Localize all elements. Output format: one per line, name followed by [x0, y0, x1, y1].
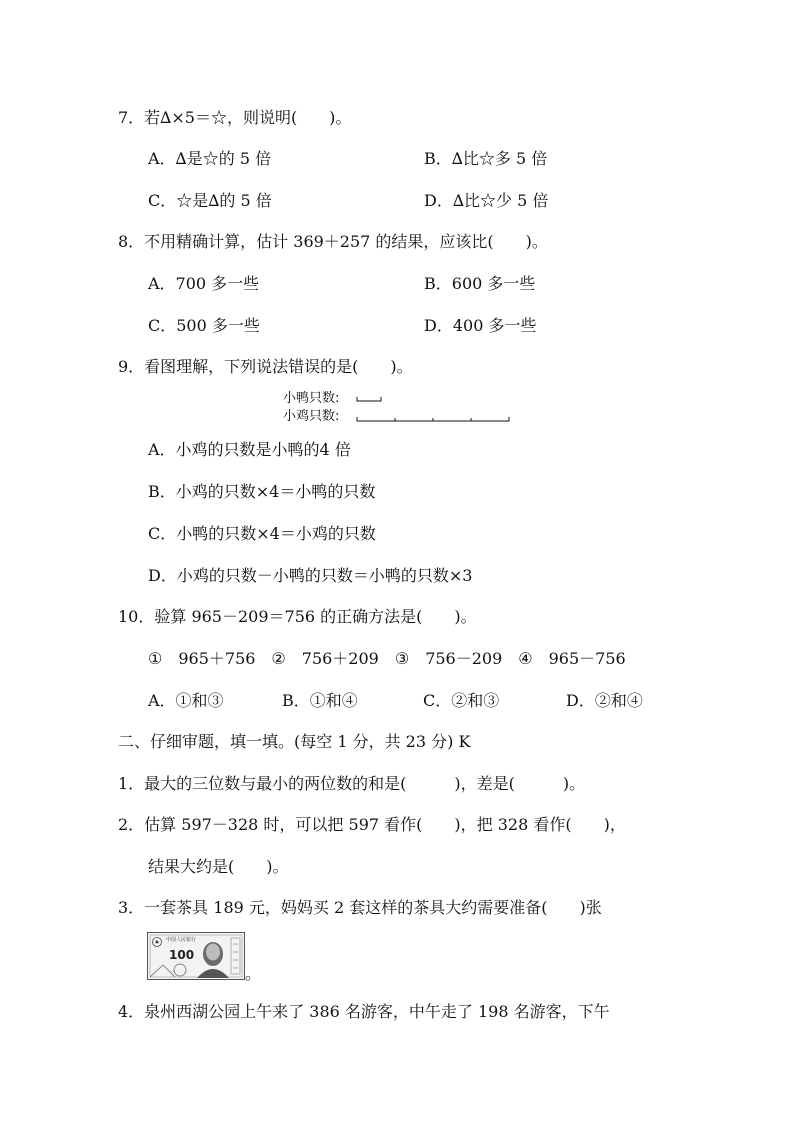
duck-segment — [357, 397, 381, 401]
segment-diagram — [283, 388, 523, 428]
q9-option-c: C．小鸭的只数×4＝小鸡的只数 — [148, 524, 376, 543]
q9-option-d: D．小鸡的只数－小鸭的只数＝小鸭的只数×3 — [148, 566, 473, 585]
q9-option-b: B．小鸡的只数×4＝小鸭的只数 — [148, 482, 376, 501]
s2-q3-line1: 3．一套茶具 189 元，妈妈买 2 套这样的茶具大约需要准备( )张 — [118, 898, 602, 917]
q10-stem: 10．验算 965－209＝756 的正确方法是( )。 — [118, 607, 477, 626]
q10-option-d: D．②和④ — [566, 691, 643, 710]
q10-option-c: C．②和③ — [423, 691, 500, 710]
q8-option-c: C．500 多一些 — [148, 316, 260, 335]
q9-stem: 9．看图理解，下列说法错误的是( )。 — [118, 357, 413, 376]
q7-option-d: D．∆比☆少 5 倍 — [424, 191, 549, 210]
q7-option-b: B．∆比☆多 5 倍 — [424, 149, 548, 168]
s2-q1: 1．最大的三位数与最小的两位数的和是( )，差是( )。 — [118, 774, 586, 793]
q10-option-a: A．①和③ — [148, 691, 224, 710]
q8-option-a: A．700 多一些 — [148, 274, 260, 293]
q7-stem: 7．若∆×5＝☆，则说明( )。 — [118, 108, 352, 127]
section2-title: 二、仔细审题，填一填。(每空 1 分，共 23 分) K — [118, 732, 471, 751]
svg-text:中国人民银行: 中国人民银行 — [166, 937, 197, 943]
duck-label: 小鸭只数: — [283, 391, 340, 406]
q8-stem: 8．不用精确计算，估计 369＋257 的结果，应该比( )。 — [118, 232, 548, 251]
q7-option-a: A．∆是☆的 5 倍 — [148, 149, 272, 168]
s2-q3-end: 。 — [245, 964, 262, 983]
q10-methods: ① 965＋756 ② 756＋209 ③ 756－209 ④ 965－756 — [148, 649, 626, 668]
s2-q2-line2: 结果大约是( )。 — [148, 857, 289, 876]
q7-option-c: C．☆是∆的 5 倍 — [148, 191, 272, 210]
q8-option-b: B．600 多一些 — [424, 274, 536, 293]
svg-text:100: 100 — [169, 948, 195, 962]
q10-option-b: B．①和④ — [282, 691, 358, 710]
banknote-100-image — [147, 932, 245, 980]
s2-q4-line1: 4．泉州西湖公园上午来了 386 名游客，中午走了 198 名游客，下午 — [118, 1002, 610, 1021]
chick-label: 小鸡只数: — [283, 409, 340, 424]
s2-q2-line1: 2．估算 597－328 时，可以把 597 看作( )，把 328 看作( )， — [118, 815, 626, 834]
q8-option-d: D．400 多一些 — [424, 316, 537, 335]
q9-option-a: A．小鸡的只数是小鸭的4 倍 — [148, 440, 351, 459]
